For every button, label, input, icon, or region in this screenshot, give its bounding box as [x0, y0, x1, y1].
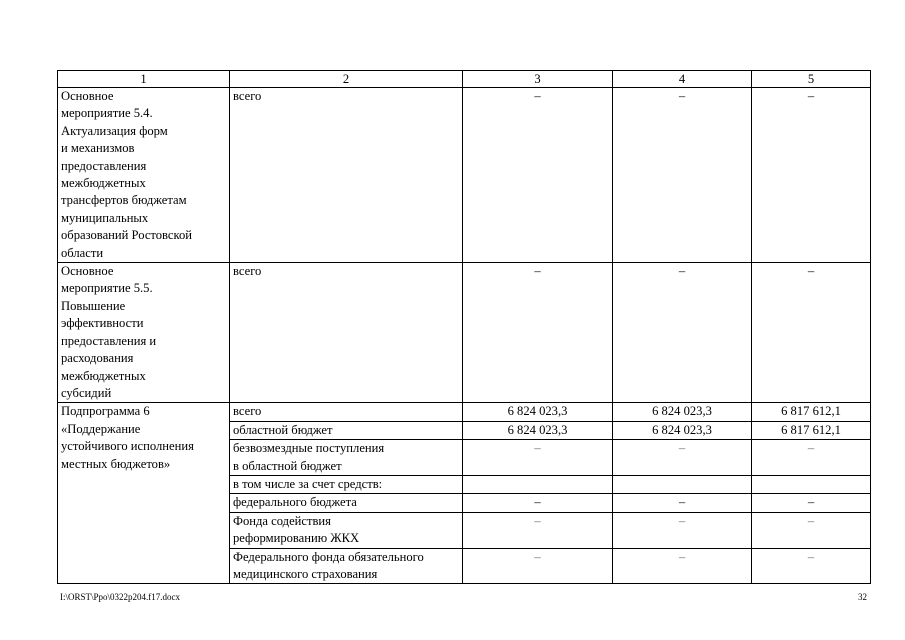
- value-col4: –: [613, 88, 752, 263]
- header-cell-5: 5: [752, 71, 871, 88]
- value-col5: –: [752, 494, 871, 512]
- header-cell-4: 4: [613, 71, 752, 88]
- subprogram-name: Подпрограмма 6 «Поддержание устойчивого исполнения местных бюджетов»: [58, 403, 230, 584]
- value-col5: [752, 475, 871, 493]
- value-col4: [613, 475, 752, 493]
- funding-source: федерального бюджета: [230, 494, 463, 512]
- value-col4: 6 824 023,3: [613, 421, 752, 439]
- table-row: [58, 403, 871, 421]
- value-col5: –: [752, 263, 871, 403]
- value-col5: –: [752, 548, 871, 584]
- value-col3: –: [463, 548, 613, 584]
- funding-source: Фонда содействия реформированию ЖКХ: [230, 512, 463, 548]
- value-col5: –: [752, 88, 871, 263]
- table-row: [58, 88, 871, 263]
- value-col3: [463, 475, 613, 493]
- table-row: [58, 263, 871, 403]
- header-row: [58, 71, 871, 88]
- value-col4: –: [613, 512, 752, 548]
- value-col5: –: [752, 512, 871, 548]
- file-path: I:\ORST\Ppo\0322p204.f17.docx: [60, 592, 181, 602]
- value-col4: –: [613, 440, 752, 476]
- header-cell-3: 3: [463, 71, 613, 88]
- value-col3: –: [463, 512, 613, 548]
- value-col5: 6 817 612,1: [752, 421, 871, 439]
- value-col4: –: [613, 548, 752, 584]
- funding-source: в том числе за счет средств:: [230, 475, 463, 493]
- value-col3: –: [463, 440, 613, 476]
- funding-source: областной бюджет: [230, 421, 463, 439]
- value-col5: 6 817 612,1: [752, 403, 871, 421]
- funding-source: всего: [230, 403, 463, 421]
- value-col5: –: [752, 440, 871, 476]
- value-col4: –: [613, 263, 752, 403]
- funding-source: Федерального фонда обязательного медицинского страхования: [230, 548, 463, 584]
- measure-name: Основное мероприятие 5.4. Актуализация форм и механизмов предоставления межбюджетных трансфертов бюджетам муниципальных образований Ростовской области: [58, 88, 230, 263]
- value-col4: 6 824 023,3: [613, 403, 752, 421]
- value-col3: –: [463, 494, 613, 512]
- value-col3: 6 824 023,3: [463, 421, 613, 439]
- value-col4: –: [613, 494, 752, 512]
- value-col3: –: [463, 88, 613, 263]
- funding-source: безвозмездные поступления в областной бюджет: [230, 440, 463, 476]
- funding-source: всего: [230, 263, 463, 403]
- value-col3: –: [463, 263, 613, 403]
- header-cell-2: 2: [230, 71, 463, 88]
- header-cell-1: 1: [58, 71, 230, 88]
- funding-source: всего: [230, 88, 463, 263]
- value-col3: 6 824 023,3: [463, 403, 613, 421]
- budget-table: [57, 70, 871, 584]
- page-number: 32: [858, 592, 867, 602]
- measure-name: Основное мероприятие 5.5. Повышение эффективности предоставления и расходования межбюджетных субсидий: [58, 263, 230, 403]
